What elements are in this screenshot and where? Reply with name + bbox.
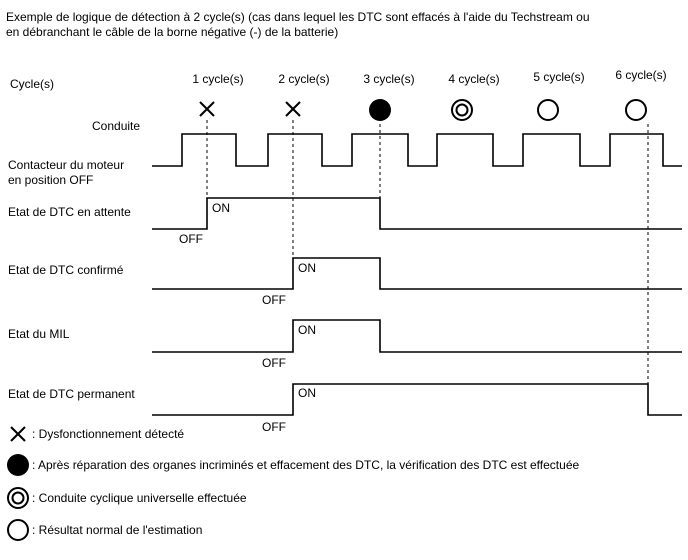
permanent-on-label: ON [298,386,316,400]
cross-icon [286,102,300,116]
circle-icon [626,100,646,120]
header-line-1: Exemple de logique de détection à 2 cycle(s) (cas dans lequel les DTC sont effacés à l'aide du Techstream ou [6,10,590,24]
header-line-2: en débranchant le câble de la borne négative (-) de la batterie) [6,25,339,39]
cycle-label-4: 4 cycle(s) [448,72,500,86]
legend-circle-text: : Résultat normal de l'estimation [32,523,203,537]
row-label-contacteur: Contacteur du moteur [8,158,125,172]
mil-waveform [152,320,682,352]
double-circle-icon [452,100,472,120]
circle-icon [8,520,28,540]
cycle-label-1: 1 cycle(s) [192,72,244,86]
dtc-permanent-waveform [152,384,682,415]
mil-off-label: OFF [262,356,286,370]
driving-cycle-waveform [152,134,682,166]
cycle-label-2: 2 cycle(s) [278,72,330,86]
cycle-label-5: 5 cycle(s) [533,70,585,84]
mil-on-label: ON [298,323,316,337]
attente-off-label: OFF [179,232,203,246]
row-label-mil: Etat du MIL [8,327,70,341]
filled-circle-icon [369,99,391,121]
legend-double-circle-text: : Conduite cyclique universelle effectuée [32,491,247,505]
legend-cross-text: : Dysfonctionnement détecté [32,427,185,441]
double-circle-icon [8,488,28,508]
filled-circle-icon [7,454,29,476]
row-label-confirme: Etat de DTC confirmé [8,263,124,277]
row-label-attente: Etat de DTC en attente [8,205,131,219]
row-label-permanent: Etat de DTC permanent [8,387,135,401]
circle-icon [538,100,558,120]
legend-filled-circle-text: : Après réparation des organes incriminés et effacement des DTC, la vérification des DTC est effectuée [32,458,580,472]
dtc-confirmed-waveform [152,258,682,289]
legend [7,427,579,540]
permanent-off-label: OFF [262,420,286,434]
confirme-on-label: ON [298,261,316,275]
row-label-conduite: Conduite [92,119,141,133]
cross-icon [200,102,214,116]
dtc-pending-waveform [152,198,682,229]
cycles-row-label: Cycle(s) [10,77,54,91]
row-label-contacteur-2: en position OFF [8,173,94,187]
cross-icon [11,427,25,441]
confirme-off-label: OFF [262,293,286,307]
cycle-label-6: 6 cycle(s) [615,68,667,82]
attente-on-label: ON [212,201,230,215]
cycle-label-3: 3 cycle(s) [363,72,415,86]
